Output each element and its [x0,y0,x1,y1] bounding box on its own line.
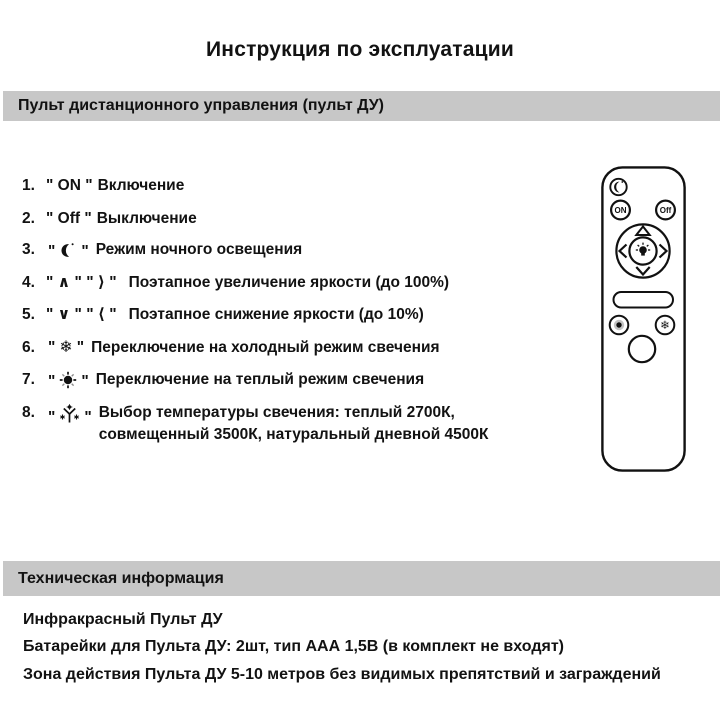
section-header-tech-label: Техническая информация [18,569,224,587]
tech-info-line: Инфракрасный Пульт ДУ [23,610,223,628]
light-center-button [629,237,656,264]
sun-icon [59,371,77,389]
section-header-tech [3,561,720,596]
instruction-item-brightness-up: 4. " ∧ " " ⟩ " Поэтапное увеличение яркости (до 100%) [22,273,450,291]
remote-illustration [601,166,686,472]
instruction-item-warm-mode: 7. " " Переключение на теплый режим свечения [22,371,425,390]
instruction-item-brightness-down: 5. " ∨ " " ⟨ " Поэтапное снижение яркости (до 10%) [22,306,424,323]
section-header-remote-label: Пульт дистанционного управления (пульт ДУ) [18,97,384,114]
instruction-item-on: 1. " ON " Включение [22,177,185,194]
instruction-item-cold-mode: 6. " ❄ " Переключение на холодный режим свечения [22,338,440,356]
tech-info [23,606,661,689]
snowflake-icon: ❄ [660,320,670,333]
section-header-remote [3,91,720,121]
instruction-item-night: 3. " " Режим ночного освещения [22,241,303,260]
off-button-label: Off [659,206,672,215]
on-button-label: ON [614,206,627,215]
instruction-item-temp-select: 8. " " Выбор температуры свечения: теплый 2700К, совмещенный 3500К, натуральный дневной 4500К [22,403,489,443]
snowflake-icon: ❄ [59,338,73,356]
tech-info-line: Зона действия Пульта ДУ 5-10 метров без видимых препятствий и заграждений [23,665,661,683]
moon-icon [59,241,77,259]
sun-icon [616,322,621,327]
temp-select-icon [59,404,80,425]
instruction-item-off: 2. " Off " Выключение [22,209,197,227]
page-title: Инструкция по эксплуатации [206,38,514,61]
tech-info-line: Батарейки для Пульта ДУ: 2шт, тип ААА 1,5В (в комплект не входят) [23,638,564,656]
